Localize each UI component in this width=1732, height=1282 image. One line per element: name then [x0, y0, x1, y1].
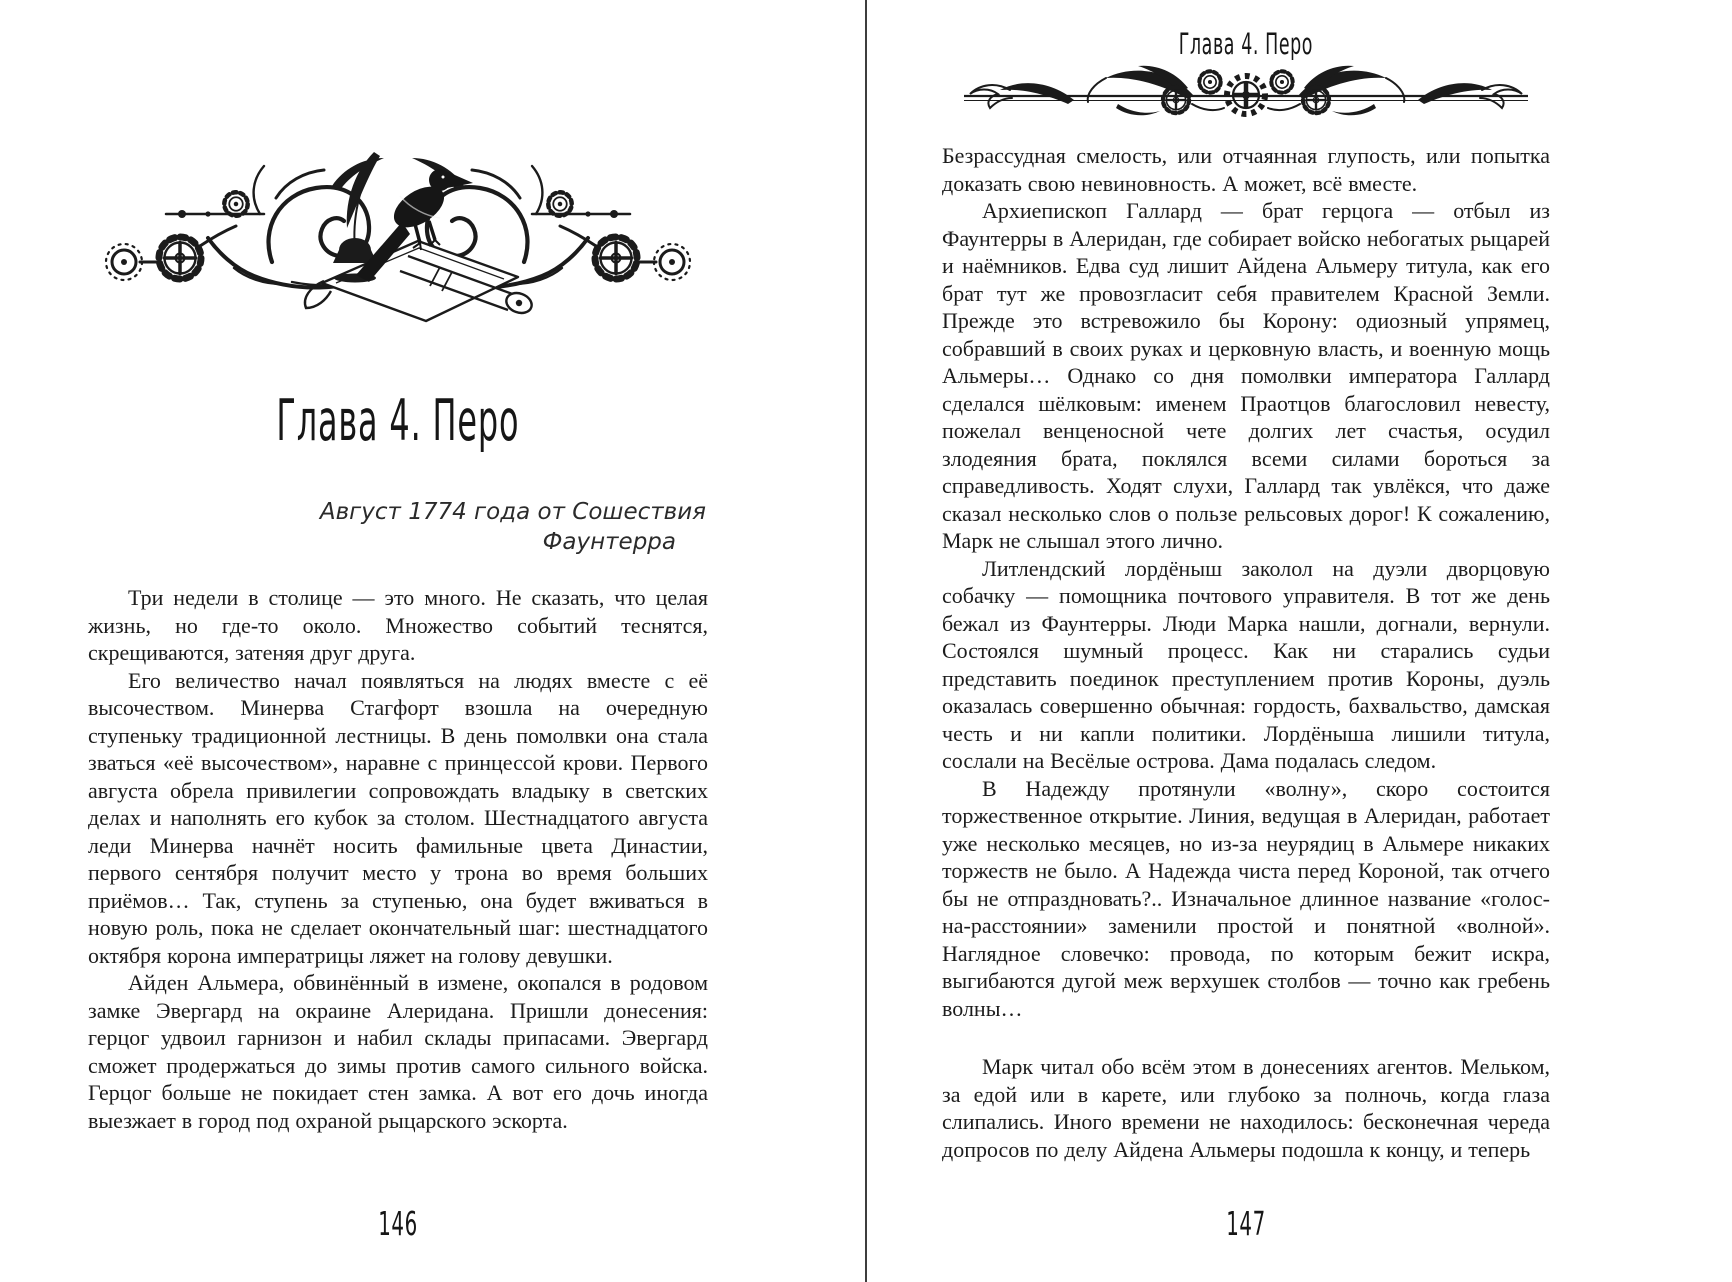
page-number-right: 147 [1226, 1204, 1266, 1243]
body-paragraph: Его величество начал появляться на людях вместе с её высочеством. Минерва Стагфорт взошла на очередную ступеньку традиционной лестницы. В день помолвки она стала зваться «её высочеством», наравне с принцессой крови. Первого августа обрела привилегии сопровождать владыку в светских делах и наполнять его кубок за столом. Шестнадцатого августа леди Минерва начнёт носить фамильные цвета Династии, первого сентября получит место у трона во время больших приёмов… Так, ступень за ступенью, она будет вживаться в новую роль, пока не сделает окончательный шаг: шестнадцатого октября корона императрицы ляжет на голову девушки. [88, 667, 708, 968]
chapter-divider-ornament [956, 58, 1536, 132]
right-page [942, 0, 1550, 1282]
epigraph-place: Фаунтерра [542, 529, 676, 555]
chapter-title-text: Глава 4. Перо [276, 388, 520, 454]
epigraph-date: Август 1774 года от Сошествия [319, 499, 706, 525]
page-number-left: 146 [378, 1204, 418, 1243]
body-paragraph: Марк читал обо всём этом в донесениях агентов. Мельком, за едой или в карете, или глубоко за полночь, когда глаза слипались. Иного времени не находилось: бесконечная череда допросов по делу Айдена Альмеры подошла к концу, и теперь [942, 1054, 1550, 1162]
page-gutter-divider [865, 0, 867, 1282]
chapter-vignette-ornament [88, 140, 708, 336]
left-page-body [88, 584, 708, 1134]
running-header [942, 27, 1550, 61]
body-paragraph: Архиепископ Галлард — брат герцога — отбыл из Фаунтерры в Алеридан, где собирает войско небогатых рыцарей и наёмников. Едва суд лишит Айдена Альмеру титула, как его брат тут же провозгласит себя правителем Красной Земли. Прежде это встревожило бы Корону: одиозный упрямец, собравший в своих руках и церковную власть, и военную мощь Альмеры… Однако со дня помолвки императора Галлард сделался шёлковым: именем Праотцов благословил невесту, пожелал венценосной чете долгих лет счастья, осудил злодеяния брата, поклялся всеми силами бороться за справедливость. Ходят слухи, Галлард так увлёкся, что даже сказал несколько слов о пользе рельсовых дорог! К сожалению, Марк не слышал этого лично. [942, 198, 1550, 553]
gear-icon [1227, 76, 1265, 114]
chapter-title [88, 388, 708, 454]
right-page-body [942, 142, 1550, 1163]
body-paragraph: В Надежду протянули «волну», скоро состоится торжественное открытие. Линия, ведущая в Алеридан, работает уже несколько месяцев, но из-за неурядиц в Альмере никаких торжеств не было. А Надежда чиста перед Короной, так отчего бы не отпраздновать?.. Изначальное длинное название «голос-на-расстоянии» заменили простой и понятной «волной». Наглядное словечко: провода, по которым бежит искра, выгибаются дугой меж верхушек столбов — точно как гребень волны… [942, 775, 1550, 1021]
left-page [88, 0, 708, 1282]
running-header-text: Глава 4. Перо [1178, 27, 1314, 61]
quill-icon [347, 152, 380, 248]
body-paragraph: Безрассудная смелость, или отчаянная глупость, или попытка доказать свою невиновность. А может, всё вместе. [942, 143, 1550, 196]
body-paragraph: Айден Альмера, обвинённый в измене, окопался в родовом замке Эвергард на окраине Алеридана. Пришли донесения: герцог удвоил гарнизон и набил склады припасами. Эвергард сможет продержаться до зимы против самого сильного войска. Герцог больше не покидает стен замка. А вот его дочь иногда выезжает в город под охраной рыцарского эскорта. [88, 970, 708, 1133]
epigraph [320, 497, 706, 557]
body-paragraph: Три недели в столице — это много. Не сказать, что целая жизнь, но где-то около. Множество событий теснятся, скрещиваются, затеняя друг друга. [88, 585, 708, 665]
body-paragraph: Литлендский лордёныш заколол на дуэли дворцовую собачку — помощника почтового управителя. В тот же день бежал из Фаунтерры. Люди Марка нашли, догнали, вернули. Состоялся шумный процесс. Как ни старались судьи представить поединок преступлением против Короны, дуэль оказалась совершенно обычная: гордость, бахвальство, дамская честь и ни капли политики. Лордёныша лишили титула, сослали на Весёлые острова. Дама подалась следом. [942, 555, 1550, 773]
